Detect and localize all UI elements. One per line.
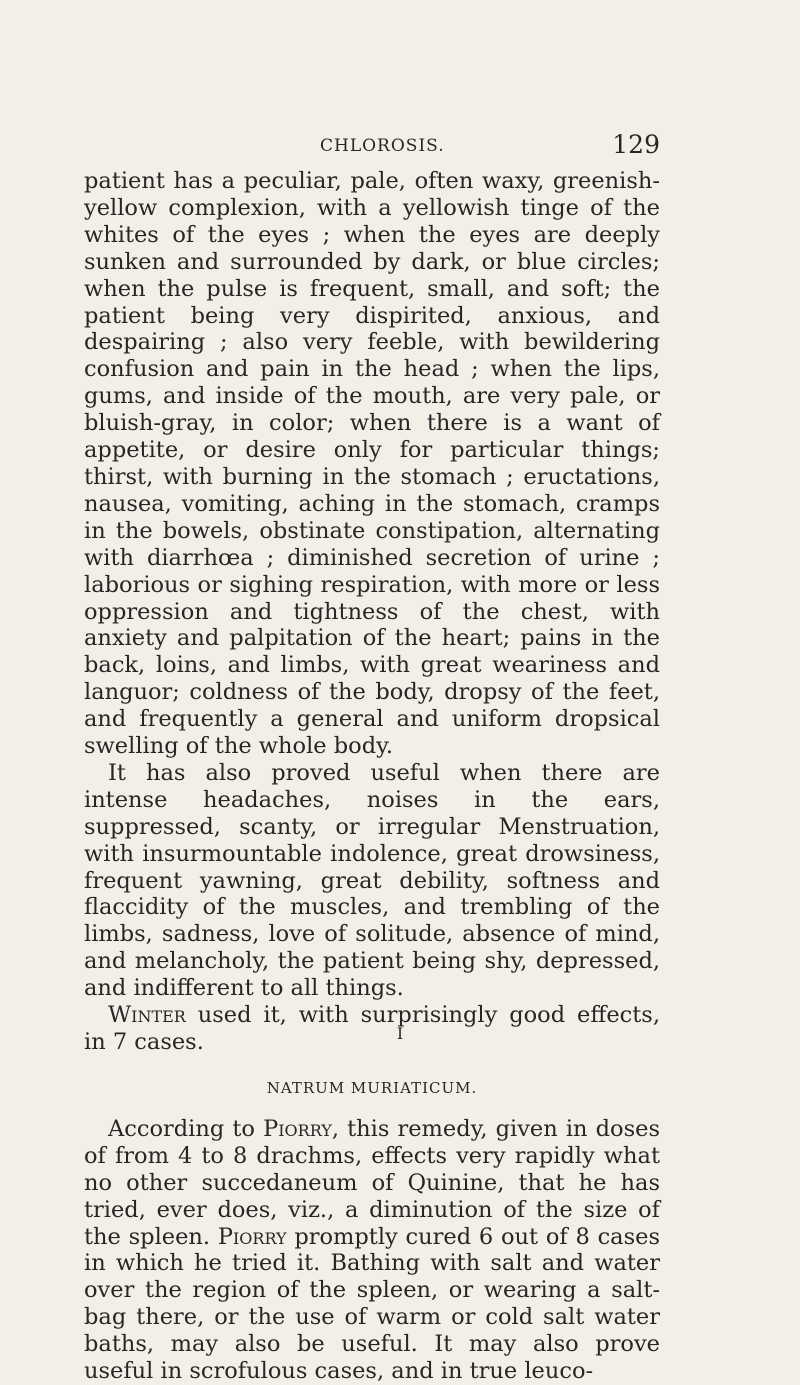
signature-mark: I [396, 1024, 404, 1043]
author-name: Piorry [263, 1115, 332, 1142]
running-head [84, 130, 660, 160]
page-number: 129 [612, 130, 660, 159]
paragraph-text: According to [108, 1115, 264, 1142]
author-name: Piorry [217, 1223, 287, 1250]
paragraph-natrum [84, 1116, 660, 1385]
paragraph-additional-uses: It has also proved useful when there are intense headaches, noises in the ears, suppressed, scanty, or irregular Menstruation, with insurmountable indolence, great drowsiness, frequent yawning, great debility, softness and flaccidity of the muscles, and trembling of the limbs, sadness, love of solitude, absence of mind, and melancholy, the patient being shy, depressed, and indifferent to all things. [84, 759, 660, 1002]
author-name: Winter [108, 1002, 186, 1029]
body-text [84, 168, 660, 1385]
paragraph-text: , this remedy, given in doses of from 4 to 8 drachms, effects very rapidly what no other succedaneum of Quinine, that he has tried, ever does, viz., a diminution of the size of the spleen. [84, 1115, 660, 1250]
running-title: CHLOROSIS. [320, 136, 445, 156]
paragraph-text: used it, with surprisingly good effects, in 7 cases. [84, 1002, 660, 1055]
paragraph-text: promptly cured 6 out of 8 cases in which he tried it. Bathing with salt and water over the region of the spleen, or wearing a salt-bag there, or the use of warm or cold salt water baths, may also be useful. It may also prove useful in scrofulous cases, and in true leuco- [84, 1223, 660, 1385]
paragraph-symptoms: patient has a peculiar, pale, often waxy, greenish-yellow complexion, with a yellowish tinge of the whites of the eyes ; when the eyes are deeply sunken and surrounded by dark, or blue circles; when the pulse is frequent, small, and soft; the patient being very dispirited, anxious, and despairing ; also very feeble, with bewildering confusion and pain in the head ; when the lips, gums, and inside of the mouth, are very pale, or bluish-gray, in color; when there is a want of appetite, or desire only for particular things; thirst, with burning in the stomach ; eructations, nausea, vomiting, aching in the stomach, cramps in the bowels, obstinate constipation, alternating with diarrhœa ; diminished secretion of urine ; laborious or sighing respiration, with more or less oppression and tightness of the chest, with anxiety and palpitation of the heart; pains in the back, loins, and limbs, with great weariness and languor; coldness of the body, dropsy of the feet, and frequently a general and uniform dropsical swelling of the whole body. [84, 168, 660, 760]
section-title: NATRUM MURIATICUM. [266, 1078, 478, 1097]
